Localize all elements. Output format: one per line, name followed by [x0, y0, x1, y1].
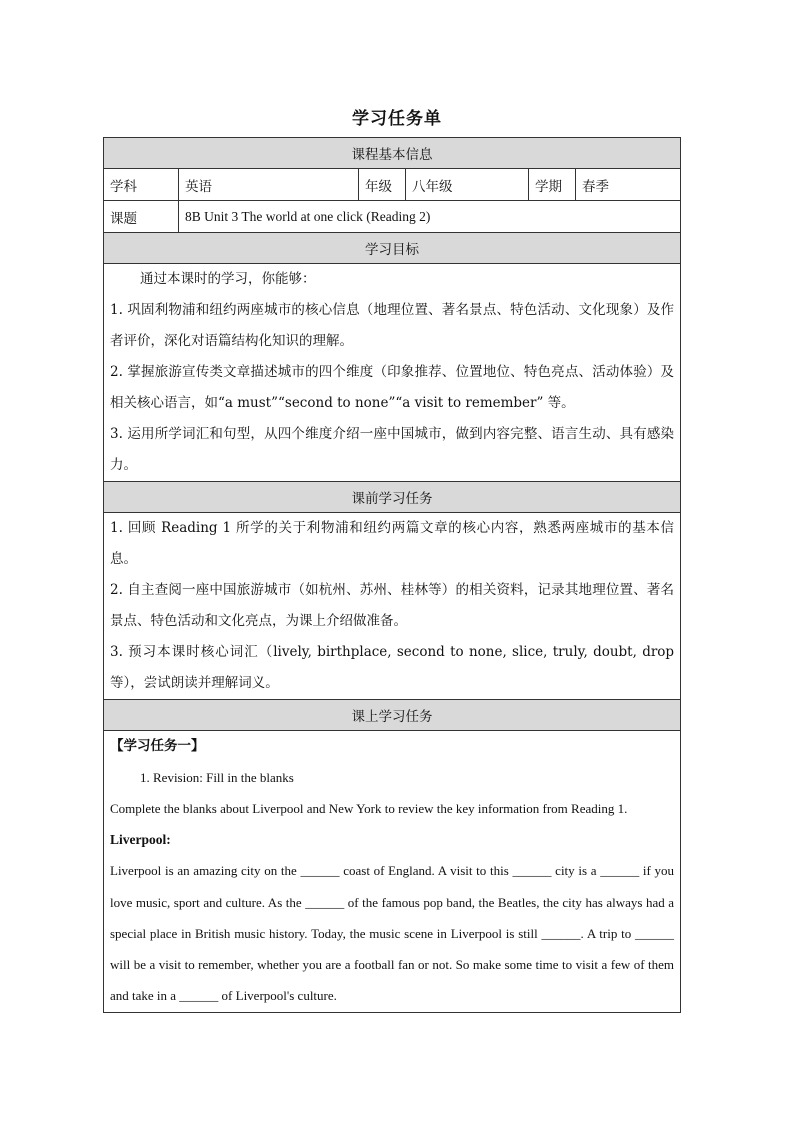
topic-value: 8B Unit 3 The world at one click (Reading 2): [179, 201, 681, 233]
task-sheet-table: [103, 137, 681, 1013]
topic-row: [104, 201, 681, 233]
objectives-content: [104, 264, 681, 482]
basic-info-header: 课程基本信息: [104, 138, 681, 169]
in-class-header-row: [104, 700, 681, 731]
basic-info-header-row: [104, 138, 681, 169]
objective-item: 1. 巩固利物浦和纽约两座城市的核心信息（地理位置、著名景点、特色活动、文化现象）及作者评价，深化对语篇结构化知识的理解。: [110, 302, 675, 349]
grade-value: 八年级: [406, 169, 529, 201]
grade-label: 年级: [359, 169, 406, 201]
in-class-header: 课上学习任务: [104, 700, 681, 731]
objective-item: 3. 运用所学词汇和句型，从四个维度介绍一座中国城市，做到内容完整、语言生动、具有感染力。: [110, 426, 675, 473]
pre-class-item: 3. 预习本课时核心词汇（lively, birthplace, second to none, slice, truly, doubt, drop 等），尝试朗读并理解词义。: [110, 644, 675, 691]
objectives-header-row: [104, 233, 681, 264]
pre-class-row: [104, 513, 681, 700]
info-row: [104, 169, 681, 201]
subject-label: 学科: [104, 169, 179, 201]
task-one-label: 【学习任务一】: [110, 738, 205, 754]
pre-class-header-row: [104, 482, 681, 513]
topic-label: 课题: [104, 201, 179, 233]
liverpool-heading: Liverpool:: [110, 832, 171, 848]
in-class-row: [104, 731, 681, 1013]
pre-class-item: 2. 自主查阅一座中国旅游城市（如杭州、苏州、桂林等）的相关资料，记录其地理位置、著名景点、特色活动和文化亮点，为课上介绍做准备。: [110, 582, 675, 629]
objective-item: 2. 掌握旅游宣传类文章描述城市的四个维度（印象推荐、位置地位、特色亮点、活动体验）及相关核心语言，如“a must”“second to none”“a visit to remember” 等。: [110, 364, 675, 411]
objectives-row: [104, 264, 681, 482]
pre-class-content: [104, 513, 681, 700]
liverpool-passage: Liverpool is an amazing city on the ______ coast of England. A visit to this ______ city is a ______ if you love music, sport and culture. As the ______ of the famous pop band, the Beatles, the city has always had a special place in British music history. Today, the music scene in Liverpool is still ______. A trip to ______ will be a visit to remember, whether you are a football fan or not. So make some time to visit a few of them and take in a ______ of Liverpool's culture.: [110, 863, 675, 1004]
subject-value: 英语: [179, 169, 359, 201]
objectives-header: 学习目标: [104, 233, 681, 264]
pre-class-item: 1. 回顾 Reading 1 所学的关于利物浦和纽约两篇文章的核心内容，熟悉两座城市的基本信息。: [110, 520, 675, 567]
term-label: 学期: [529, 169, 576, 201]
revision-title: 1. Revision: Fill in the blanks: [140, 770, 294, 785]
pre-class-header: 课前学习任务: [104, 482, 681, 513]
term-value: 春季: [576, 169, 681, 201]
in-class-content: [104, 731, 681, 1013]
objectives-intro: 通过本课时的学习，你能够：: [140, 271, 316, 287]
instruction-text: Complete the blanks about Liverpool and New York to review the key information from Reading 1.: [110, 801, 628, 816]
page-title: 学习任务单: [352, 109, 442, 129]
